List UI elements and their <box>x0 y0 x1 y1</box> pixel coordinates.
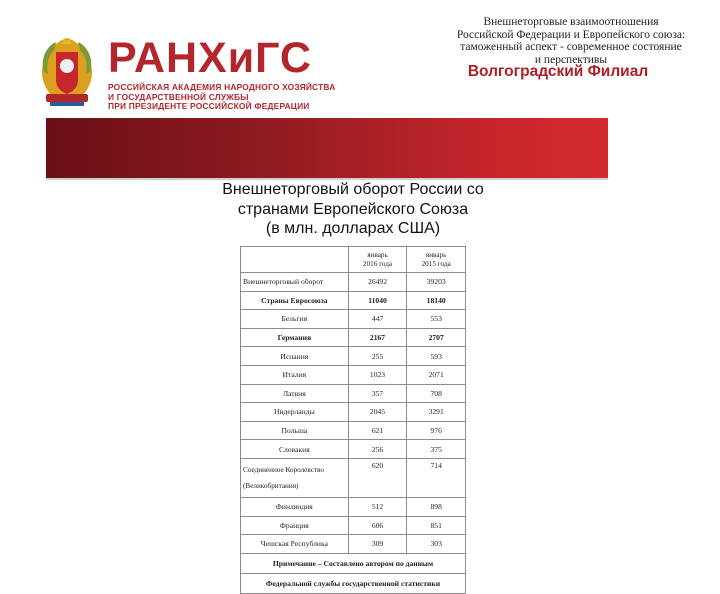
row-name: Германия <box>241 328 349 347</box>
row-name: Нидерланды <box>241 403 349 422</box>
table-row <box>241 291 466 310</box>
topic-line: Российской Федерации и Европейского союза: <box>456 28 686 41</box>
value-2016: 256 <box>348 440 407 459</box>
row-name: Латвия <box>241 384 349 403</box>
logo-subtitle <box>108 82 336 112</box>
logo-subtitle-line: ПРИ ПРЕЗИДЕНТЕ РОССИЙСКОЙ ФЕДЕРАЦИИ <box>108 101 310 112</box>
row-name: Финляндия <box>241 497 349 516</box>
value-2016: 2167 <box>348 328 407 347</box>
value-2015: 553 <box>407 310 466 329</box>
value-2015: 851 <box>407 516 466 535</box>
value-2016: 1023 <box>348 365 407 384</box>
table-row <box>241 516 466 535</box>
topic-line: и перспективы <box>534 53 608 66</box>
table-row <box>241 440 466 459</box>
value-2015: 976 <box>407 421 466 440</box>
logo-subtitle-line: И ГОСУДАРСТВЕННОЙ СЛУЖБЫ <box>108 91 249 102</box>
value-2016: 26492 <box>348 273 407 292</box>
row-name: Внешнеторговый оборот <box>241 273 349 292</box>
table-row <box>241 328 466 347</box>
table-row <box>241 497 466 516</box>
table-row <box>241 384 466 403</box>
topic-line: Внешнеторговые взаимоотношения <box>483 16 659 28</box>
logo-subtitle-line: РОССИЙСКАЯ АКАДЕМИЯ НАРОДНОГО ХОЗЯЙСТВА <box>108 82 336 92</box>
table-row <box>241 403 466 422</box>
table-header-row <box>241 247 466 273</box>
table-row <box>241 310 466 329</box>
row-name: Страны Евросоюза <box>241 291 349 310</box>
column-header <box>348 247 407 273</box>
value-2016: 255 <box>348 347 407 366</box>
topic-line: таможенный аспект - современное состояние <box>460 41 682 53</box>
header-blank-cell <box>241 247 349 273</box>
row-name-line: Соединенное Королевство <box>243 465 324 474</box>
title-line: Внешнеторговый оборот России со <box>222 181 484 198</box>
value-2015: 39203 <box>407 273 466 292</box>
row-name: Словакия <box>241 440 349 459</box>
value-2015: 18140 <box>407 291 466 310</box>
column-header-line: январь <box>425 251 447 260</box>
value-2015: 2071 <box>407 365 466 384</box>
table-row <box>241 535 466 554</box>
value-2015: 708 <box>407 384 466 403</box>
value-2015: 3291 <box>407 403 466 422</box>
presentation-topic <box>436 16 706 66</box>
value-2015: 375 <box>407 440 466 459</box>
row-name: Франция <box>241 516 349 535</box>
table-row <box>241 365 466 384</box>
value-2016: 447 <box>348 310 407 329</box>
title-line: (в млн. долларах США) <box>265 220 441 237</box>
column-header-line: январь <box>367 251 388 260</box>
row-name-line: (Великобритания) <box>243 481 299 490</box>
value-2015: 2707 <box>407 328 466 347</box>
table-row <box>241 347 466 366</box>
row-name: Бельгия <box>241 310 349 329</box>
red-banner <box>46 118 608 178</box>
slide-title <box>180 180 526 239</box>
column-header-line: 2016 года <box>362 259 393 268</box>
table-row <box>241 458 466 497</box>
value-2016: 309 <box>348 535 407 554</box>
ranepa-emblem-icon <box>34 32 100 110</box>
value-2016: 2045 <box>348 403 407 422</box>
value-2016: 11040 <box>348 291 407 310</box>
row-name: Испания <box>241 347 349 366</box>
row-name <box>241 458 349 497</box>
trade-table <box>240 246 466 594</box>
value-2015: 593 <box>407 347 466 366</box>
table-row <box>241 421 466 440</box>
table-note: Примечание – Составлено автором по данным <box>241 553 466 573</box>
value-2016: 357 <box>348 384 407 403</box>
column-header <box>407 247 466 273</box>
value-2015: 303 <box>407 535 466 554</box>
table-row <box>241 273 466 292</box>
value-2015: 714 <box>407 458 466 497</box>
value-2016: 620 <box>348 458 407 497</box>
table-note-row <box>241 573 466 593</box>
table-note: Федеральной службы государственной статистики <box>241 573 466 593</box>
value-2016: 621 <box>348 421 407 440</box>
row-name: Чешская Республика <box>241 535 349 554</box>
column-header-line: 2015 года <box>421 259 451 268</box>
table-note-row <box>241 553 466 573</box>
value-2015: 898 <box>407 497 466 516</box>
branch-name: Волгоградский Филиал <box>467 63 649 80</box>
value-2016: 512 <box>348 497 407 516</box>
value-2016: 606 <box>348 516 407 535</box>
logo-text: РАНХиГС <box>108 34 312 82</box>
title-line: странами Европейского Союза <box>237 200 469 218</box>
row-name: Польша <box>241 421 349 440</box>
row-name: Италия <box>241 365 349 384</box>
